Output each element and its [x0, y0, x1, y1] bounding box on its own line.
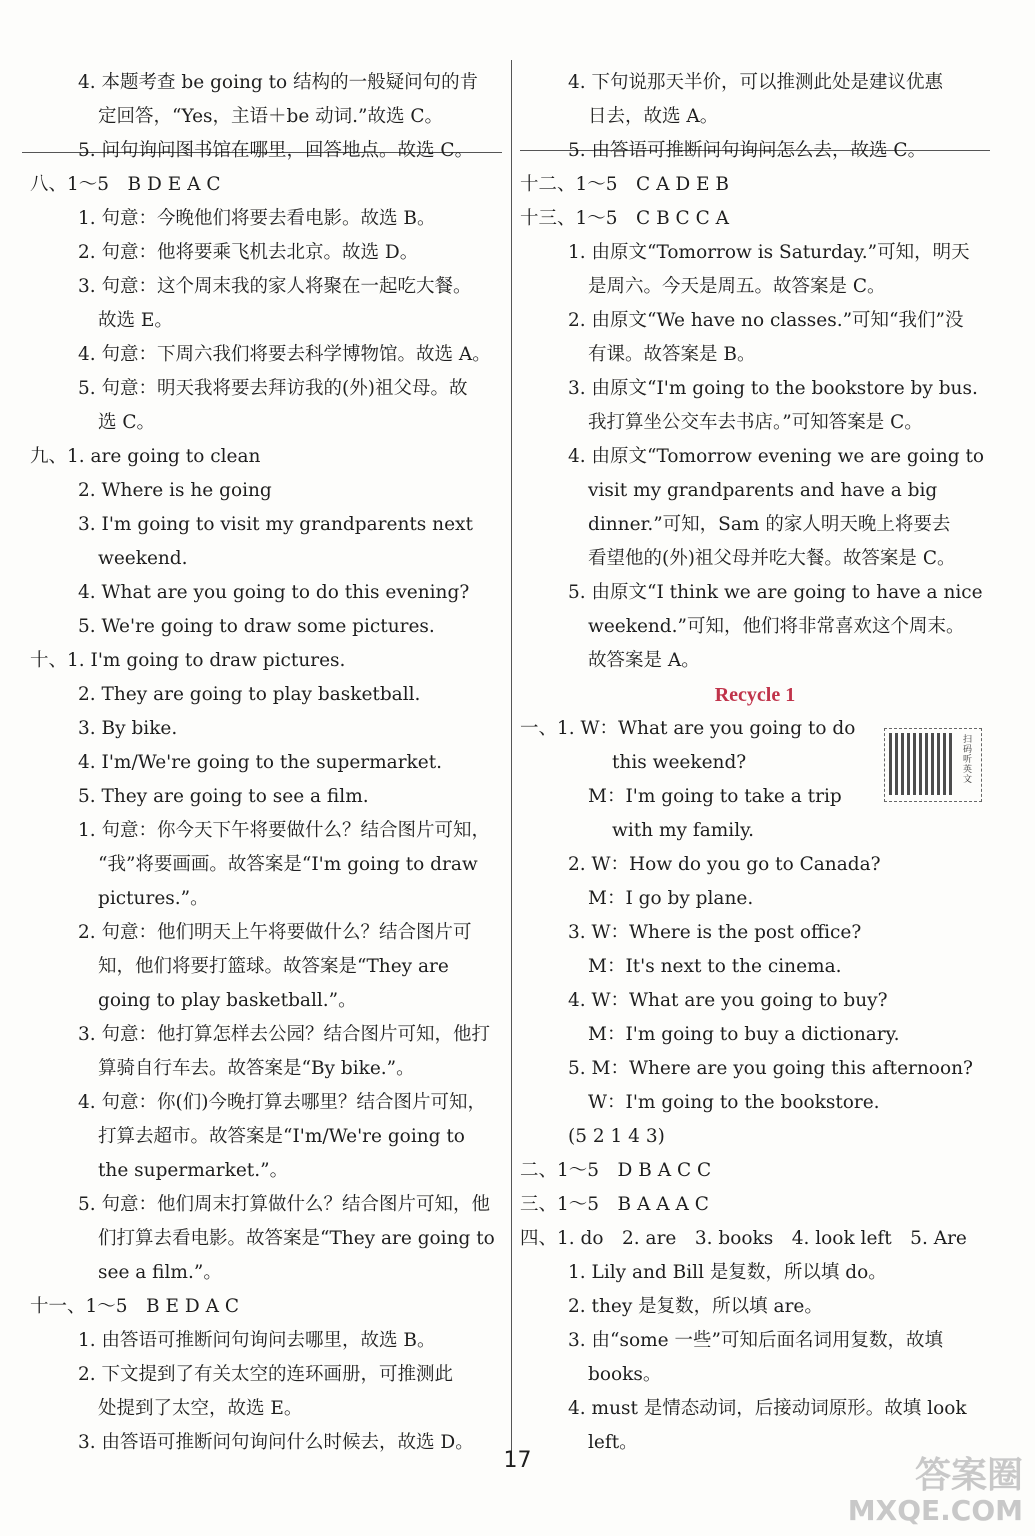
- watermark: [848, 1456, 1023, 1526]
- text-line: 3. I'm going to visit my grandparents next: [78, 514, 473, 535]
- text-line: 2. 由原文“We have no classes.”可知“我们”没: [568, 310, 964, 331]
- text-line: 2. Where is he going: [78, 480, 272, 501]
- text-line: 5. M：Where are you going this afternoon?: [568, 1058, 973, 1079]
- text-line: 十二、1～5 C A D E B: [520, 174, 730, 195]
- text-line: pictures.”。: [98, 888, 209, 909]
- text-line: 1. 由答语可推断问句询问去哪里，故选 B。: [78, 1330, 436, 1351]
- text-line: 1. 句意：今晚他们将要去看电影。故选 B。: [78, 208, 436, 229]
- text-line: books。: [588, 1364, 662, 1385]
- text-line: 三、1～5 B A A A C: [520, 1194, 709, 1215]
- text-line: 2. W：How do you go to Canada?: [568, 854, 881, 875]
- text-line: 1. 由原文“Tomorrow is Saturday.”可知，明天: [568, 242, 970, 263]
- text-line: “我”将要画画。故答案是“I'm going to draw: [98, 854, 478, 875]
- text-line: 5. 由原文“I think we are going to have a nice: [568, 582, 983, 603]
- text-line: 3. 由“some 一些”可知后面名词用复数，故填: [568, 1330, 943, 1351]
- text-line: 是周六。今天是周五。故答案是 C。: [588, 276, 886, 297]
- text-line: weekend.: [98, 548, 188, 569]
- text-line: 四、1. do 2. are 3. books 4. look left 5. Are: [520, 1228, 967, 1249]
- text-line: 1. Lily and Bill 是复数，所以填 do。: [568, 1262, 887, 1283]
- text-line: 4. What are you going to do this evening?: [78, 582, 470, 603]
- text-line: 2. they 是复数，所以填 are。: [568, 1296, 823, 1317]
- text-line: 5. 句意：他们周末打算做什么？结合图片可知，他: [78, 1194, 491, 1215]
- text-line: 故答案是 A。: [588, 650, 700, 671]
- text-line: M：I go by plane.: [588, 888, 754, 909]
- qr-code[interactable]: [884, 728, 982, 802]
- text-line: 八、1～5 B D E A C: [30, 174, 221, 195]
- text-line: dinner.”可知，Sam 的家人明天晚上将要去: [588, 514, 951, 535]
- text-line: left。: [588, 1432, 638, 1453]
- text-line: 处提到了太空，故选 E。: [98, 1398, 303, 1419]
- text-line: 4. 由原文“Tomorrow evening we are going to: [568, 446, 985, 467]
- text-line: 5. We're going to draw some pictures.: [78, 616, 435, 637]
- text-line: 4. must 是情态动词，后接动词原形。故填 look: [568, 1398, 967, 1419]
- text-line: with my family.: [612, 820, 754, 841]
- text-line: 十三、1～5 C B C C A: [520, 208, 729, 229]
- page-number: 17: [503, 1448, 532, 1473]
- text-line: 3. 句意：他打算怎样去公园？结合图片可知，他打: [78, 1024, 491, 1045]
- text-line: 3. W：Where is the post office?: [568, 922, 862, 943]
- watermark-url-text: MXQE.COM: [847, 1494, 1023, 1527]
- text-line: M：It's next to the cinema.: [588, 956, 842, 977]
- text-line: 十、1. I'm going to draw pictures.: [30, 650, 346, 671]
- text-line: going to play basketball.”。: [98, 990, 357, 1011]
- text-line: 5. 句意：明天我将要去拜访我的(外)祖父母。故: [78, 378, 468, 399]
- text-line: weekend.”可知，他们将非常喜欢这个周末。: [588, 616, 965, 637]
- text-line: 看望他的(外)祖父母并吃大餐。故答案是 C。: [588, 548, 956, 569]
- text-line: 4. W：What are you going to buy?: [568, 990, 888, 1011]
- text-line: 二、1～5 D B A C C: [520, 1160, 712, 1181]
- text-line: M：I'm going to take a trip: [588, 786, 842, 807]
- text-line: 打算去超市。故答案是“I'm/We're going to: [98, 1126, 465, 1147]
- qr-code-icon: [889, 733, 953, 795]
- text-line: 3. By bike.: [78, 718, 178, 739]
- text-line: 5. 问句询问图书馆在哪里，回答地点。故选 C。: [78, 140, 474, 161]
- watermark-logo-text: 答案圈: [914, 1455, 1023, 1496]
- text-line: 3. 由原文“I'm going to the bookstore by bus.: [568, 378, 978, 399]
- text-line: 日去，故选 A。: [588, 106, 719, 127]
- text-line: 4. 句意：你(们)今晚打算去哪里？结合图片可知，: [78, 1092, 486, 1113]
- qr-label: 扫码听英文: [963, 735, 973, 785]
- section-title: Recycle 1: [714, 684, 796, 706]
- text-line: 有课。故答案是 B。: [588, 344, 756, 365]
- text-line: 3. 句意：这个周末我的家人将聚在一起吃大餐。: [78, 276, 472, 297]
- text-line: 一、1. W：What are you going to do: [520, 718, 856, 739]
- text-line: 们打算去看电影。故答案是“They are going to: [98, 1228, 495, 1249]
- text-line: 我打算坐公交车去书店。”可知答案是 C。: [588, 412, 923, 433]
- text-line: 算骑自行车去。故答案是“By bike.”。: [98, 1058, 415, 1079]
- text-line: 4. 句意：下周六我们将要去科学博物馆。故选 A。: [78, 344, 491, 365]
- text-line: 十一、1～5 B E D A C: [30, 1296, 240, 1317]
- text-line: 2. 下文提到了有关太空的连环画册，可推测此: [78, 1364, 454, 1385]
- text-line: 定回答，“Yes，主语＋be 动词.”故选 C。: [98, 106, 444, 127]
- text-line: 2. They are going to play basketball.: [78, 684, 421, 705]
- text-line: (5 2 1 4 3): [568, 1126, 665, 1147]
- text-line: 4. 本题考查 be going to 结构的一般疑问句的肯: [78, 72, 479, 93]
- text-line: 2. 句意：他们明天上午将要做什么？结合图片可: [78, 922, 472, 943]
- text-line: see a film.”。: [98, 1262, 222, 1283]
- text-line: M：I'm going to buy a dictionary.: [588, 1024, 900, 1045]
- text-line: 选 C。: [98, 412, 156, 433]
- text-line: 知，他们将要打篮球。故答案是“They are: [98, 956, 449, 977]
- text-line: 5. 由答语可推断问句询问怎么去，故选 C。: [568, 140, 927, 161]
- text-line: the supermarket.”。: [98, 1160, 289, 1181]
- text-line: visit my grandparents and have a big: [588, 480, 938, 501]
- text-line: 5. They are going to see a film.: [78, 786, 369, 807]
- text-line: 故选 E。: [98, 310, 173, 331]
- text-line: 2. 句意：他将要乘飞机去北京。故选 D。: [78, 242, 419, 263]
- text-line: 4. I'm/We're going to the supermarket.: [78, 752, 443, 773]
- text-line: 1. 句意：你今天下午将要做什么？结合图片可知，: [78, 820, 491, 841]
- text-line: W：I'm going to the bookstore.: [588, 1092, 880, 1113]
- text-line: 3. 由答语可推断问句询问什么时候去，故选 D。: [78, 1432, 474, 1453]
- left-column: [30, 66, 502, 1460]
- text-line: 九、1. are going to clean: [30, 446, 261, 467]
- column-divider: [511, 60, 512, 1460]
- text-line: this weekend?: [612, 752, 747, 773]
- text-line: 4. 下句说那天半价，可以推测此处是建议优惠: [568, 72, 944, 93]
